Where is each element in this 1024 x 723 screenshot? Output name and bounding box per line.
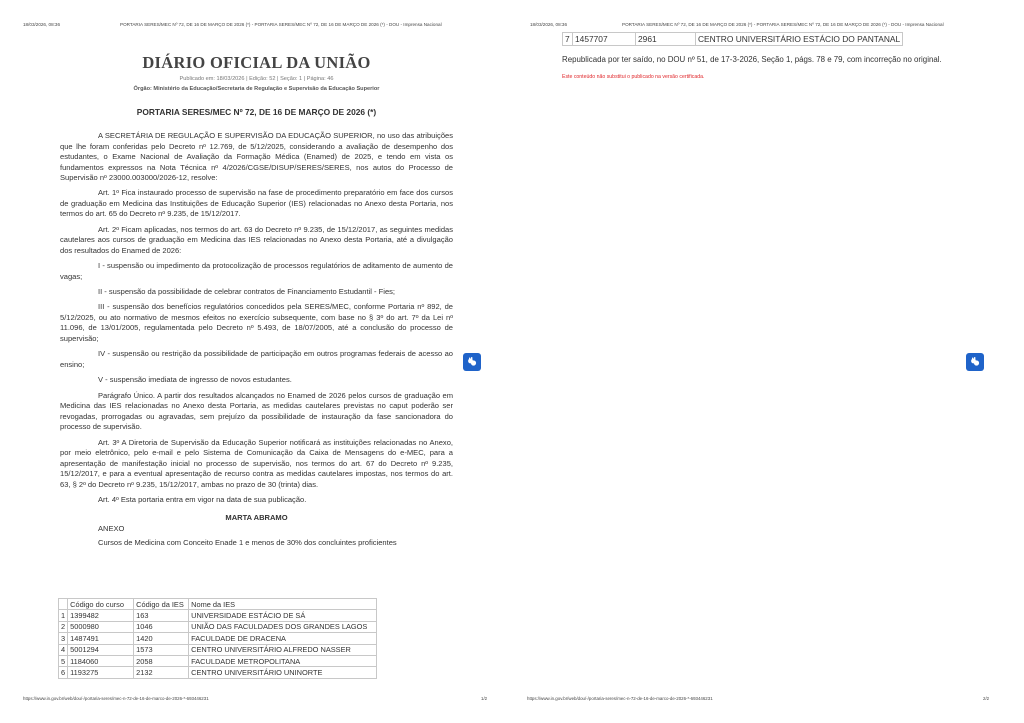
row-index: 1	[59, 610, 68, 621]
row-index: 5	[59, 655, 68, 666]
print-page-2	[512, 0, 1024, 723]
document-title: PORTARIA SERES/MEC Nº 72, DE 16 DE MARÇO DE 2026 (*)	[136, 107, 377, 117]
publication-meta: Publicado em: 18/03/2026 | Edição: 52 | Seção: 1 | Página: 46	[179, 76, 334, 82]
header-course-code: Código do curso	[68, 599, 134, 610]
print-header-title: PORTARIA SERES/MEC Nº 72, DE 16 DE MARÇO DE 2026 (*) - PORTARIA SERES/MEC Nº 72, DE 16 DE MARÇO DE 2026 (*) - DOU - Imprensa Nacional	[622, 22, 944, 27]
row-index: 4	[59, 644, 68, 655]
course-code: 1457707	[573, 33, 636, 46]
print-header-title: PORTARIA SERES/MEC Nº 72, DE 16 DE MARÇO DE 2026 (*) - PORTARIA SERES/MEC Nº 72, DE 16 DE MARÇO DE 2026 (*) - DOU - Imprensa Nacional	[120, 22, 442, 27]
print-header-date: 18/03/2026, 08:36	[23, 22, 61, 27]
table-row	[59, 621, 377, 632]
row-index: 7	[563, 33, 573, 46]
issuing-organ: Órgão: Ministério da Educação/Secretaria de Regulação e Supervisão da Educação Superior	[133, 86, 380, 92]
table-row	[59, 644, 377, 655]
ies-code: 1046	[134, 621, 189, 632]
ies-name: FACULDADE METROPOLITANA	[189, 655, 377, 666]
article-1: Art. 1º Fica instaurado processo de supervisão na fase de procedimento preparatório em face dos cursos de graduação em Medicina das Instituições de Educação Superior (IES) relacionadas no Anexo desta Portaria, nos termos do art. 65 do Decreto nº 9.235, de 15/12/2017.	[60, 188, 453, 219]
header-ies-code: Código da IES	[134, 599, 189, 610]
print-header-date: 18/03/2026, 08:36	[530, 22, 568, 27]
ies-name: CENTRO UNIVERSITÁRIO ALFREDO NASSER	[189, 644, 377, 655]
table-row	[59, 655, 377, 666]
header-index	[59, 599, 68, 610]
course-code: 1399482	[68, 610, 134, 621]
signature: MARTA ABRAMO	[225, 513, 288, 523]
certification-disclaimer: Este conteúdo não substitui o publicado na versão certificada.	[562, 74, 705, 80]
print-footer-page-number: 1/2	[481, 696, 488, 701]
vlibras-hands-icon	[969, 356, 981, 368]
vlibras-accessibility-button[interactable]	[966, 353, 984, 371]
table-header-row	[59, 599, 377, 610]
article-2: Art. 2º Ficam aplicadas, nos termos do art. 63 do Decreto nº 9.235, de 15/12/2017, as seguintes medidas cautelares aos cursos de graduação em Medicina das IES relacionadas no Anexo desta Portaria, até a divulgação dos resultados do Enamed de 2026:	[60, 224, 453, 255]
course-code: 1184060	[68, 655, 134, 666]
ies-code: 2058	[134, 655, 189, 666]
course-code: 1487491	[68, 633, 134, 644]
republication-note: Republicada por ter saído, no DOU nº 51, de 17-3-2026, Seção 1, págs. 78 e 79, com incorreção no original.	[562, 55, 942, 64]
vlibras-hands-icon	[466, 356, 478, 368]
masthead-title: DIÁRIO OFICIAL DA UNIÃO	[142, 53, 371, 72]
row-index: 6	[59, 667, 68, 678]
course-code: 5001294	[68, 644, 134, 655]
article-4: Art. 4º Esta portaria entra em vigor na data de sua publicação.	[98, 494, 307, 504]
sole-paragraph: Parágrafo Único. A partir dos resultados alcançados no Enamed de 2026 pelos cursos de graduação em Medicina das IES relacionadas no Anexo desta Portaria, as medidas cautelares previstas no caput poderão ser revogadas, prorrogadas ou agravadas, sem prejuízo da possibilidade de instauração da fase sancionadora do processo de supervisão.	[60, 390, 453, 432]
item-i: I - suspensão ou impedimento da protocolização de processos regulatórios de aditamento de aumento de vagas;	[60, 261, 453, 281]
item-iii: III - suspensão dos benefícios regulatórios concedidos pela SERES/MEC, conforme Portaria nº 892, de 5/12/2025, ou ato normativo de mesmos efeitos no exercício subsequente, com base no § 3º do art. 7º da Lei nº 11.096, de 13/01/2005, regulamentada pelo Decreto nº 5.493, de 18/07/2005, até a conclusão do processo de supervisão;	[60, 302, 453, 343]
document-body	[60, 131, 453, 552]
header-ies-name: Nome da IES	[189, 599, 377, 610]
item-v: V - suspensão imediata de ingresso de novos estudantes.	[98, 375, 292, 385]
row-index: 3	[59, 633, 68, 644]
annex-label: ANEXO	[98, 523, 125, 533]
table-row	[59, 667, 377, 678]
ies-name: UNIÃO DAS FACULDADES DOS GRANDES LAGOS	[189, 621, 377, 632]
table-row	[59, 610, 377, 621]
table-row	[563, 33, 903, 46]
annex-table-continued	[562, 32, 903, 46]
vlibras-accessibility-button[interactable]	[463, 353, 481, 371]
item-iv: IV - suspensão ou restrição da possibilidade de participação em outros programas federais de acesso ao ensino;	[60, 349, 453, 369]
print-footer-url: https://www.in.gov.br/web/dou/-/portaria-seres/mec-n-72-de-16-de-marco-de-2026-*-693446231	[527, 696, 713, 701]
table-row	[59, 633, 377, 644]
ies-code: 2132	[134, 667, 189, 678]
ies-name: CENTRO UNIVERSITÁRIO UNINORTE	[189, 667, 377, 678]
masthead	[60, 53, 453, 92]
ies-code: 1420	[134, 633, 189, 644]
ies-name: UNIVERSIDADE ESTÁCIO DE SÁ	[189, 610, 377, 621]
ies-code: 2961	[636, 33, 696, 46]
preamble: A SECRETÁRIA DE REGULAÇÃO E SUPERVISÃO DA EDUCAÇÃO SUPERIOR, no uso das atribuições que lhe foram conferidas pelo Decreto nº 12.769, de 5/12/2025, considerando a avaliação de desempenho dos estudantes, o Exame Nacional de Avaliação da Formação Médica (Enamed) de 2025, e tendo em vista os fundamentos expressos na Nota Técnica nº 4/2026/CGSE/DISUP/SERES/SERES, nos autos do Processo de Supervisão nº 23000.003000/2026-12, resolve:	[60, 131, 453, 182]
row-index: 2	[59, 621, 68, 632]
ies-name: CENTRO UNIVERSITÁRIO ESTÁCIO DO PANTANAL	[696, 33, 903, 46]
annex-table	[58, 598, 377, 679]
item-ii: II - suspensão da possibilidade de celebrar contratos de Financiamento Estudantil - Fies;	[98, 287, 396, 297]
print-footer-url: https://www.in.gov.br/web/dou/-/portaria-seres/mec-n-72-de-16-de-marco-de-2026-*-693446231	[23, 696, 209, 701]
print-footer-page-number: 2/2	[983, 696, 990, 701]
course-code: 1193275	[68, 667, 134, 678]
ies-code: 1573	[134, 644, 189, 655]
course-code: 5000980	[68, 621, 134, 632]
annex-caption: Cursos de Medicina com Conceito Enade 1 e menos de 30% dos concluintes proficientes	[98, 537, 397, 547]
article-3: Art. 3º A Diretoria de Supervisão da Educação Superior notificará as instituições relacionadas no Anexo, por meio eletrônico, pelo e-mail e pelo Sistema de Comunicação da Caixa de Mensagens do e-MEC, para a apresentação de manifestação inicial no processo de supervisão, nos termos do art. 67 do Decreto nº 9.235, 15/12/2017, e para a eventual apresentação de recurso contra as medidas cautelares impostas, nos termos do art. 63, § 2º do Decreto nº 9.235, 15/12/2017, ambas no prazo de 30 (trinta) dias.	[60, 437, 453, 489]
ies-code: 163	[134, 610, 189, 621]
ies-name: FACULDADE DE DRACENA	[189, 633, 377, 644]
